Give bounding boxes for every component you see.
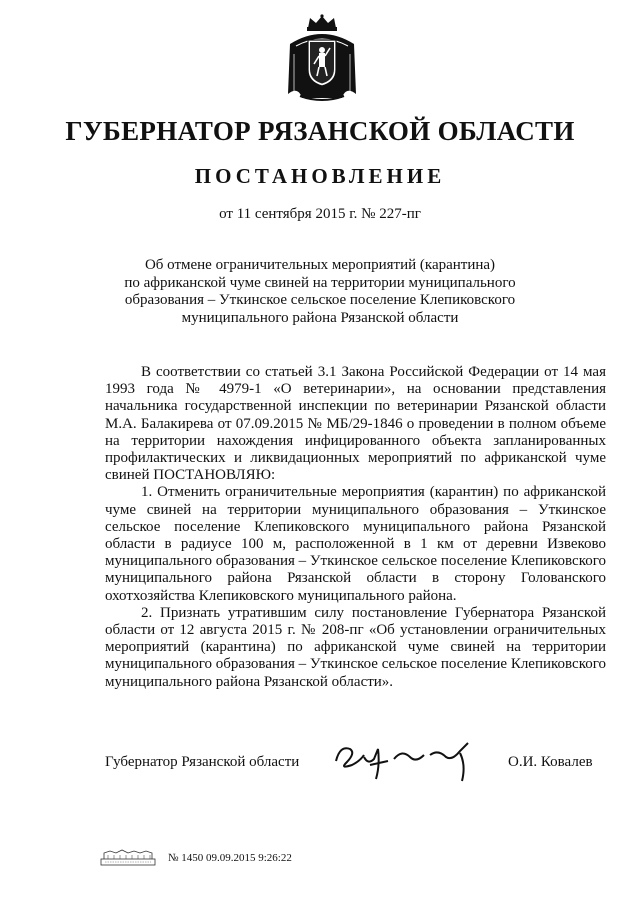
subject-line: муниципального района Рязанской области	[181, 309, 459, 326]
handwritten-signature-icon	[330, 735, 480, 783]
document-type: ПОСТАНОВЛЕНИЕ	[194, 164, 446, 188]
resolution-item-1: 1. Отменить ограничительные мероприятия (карантин) по африканской чуме свиней на территории муниципального образования – Уткинское сельское поселение Клепиковского муниципального района Рязанской области в радиусе 100 м, расположенной в 1 км от деревни Извеково муниципального образования – Уткинское сельское поселение Клепиковского муниципального района Рязанской области в сторону Голованского охотхозяйства Клепиковского муниципального района.	[105, 484, 607, 604]
signer-position: Губернатор Рязанской области	[105, 754, 300, 770]
subject-line: по африканской чуме свиней на территории муниципального	[124, 274, 516, 291]
document-date-number: от 11 сентября 2015 г. № 227-пг	[219, 206, 421, 222]
registration-number: № 1450 09.09.2015 9:26:22	[168, 852, 292, 864]
subject-line: образования – Уткинское сельское поселение Клепиковского	[124, 292, 516, 308]
subject-line: Об отмене ограничительных мероприятий (карантина)	[144, 257, 496, 273]
document-body	[105, 364, 606, 691]
governor-title: ГУБЕРНАТОР РЯЗАНСКОЙ ОБЛАСТИ	[65, 116, 575, 146]
registry-stamp-icon	[100, 849, 156, 867]
signer-name: О.И. Ковалев	[508, 754, 593, 770]
coat-of-arms-icon	[286, 14, 358, 104]
preamble-paragraph: В соответствии со статьей 3.1 Закона Российской Федерации от 14 мая 1993 года № 4979-1 «О ветеринарии», на основании представления начальника государственной инспекции по ветеринарии Рязанской области М.А. Балакирева от 07.09.2015 № МБ/29-1846 о проведении в полном объеме на территории нахождения инфицированного объекта запланированных профилактических и ликвидационных мероприятий по африканской чуме свиней ПОСТАНОВЛЯЮ:	[105, 364, 606, 484]
document-subject	[110, 257, 530, 327]
resolution-item-2: 2. Признать утратившим силу постановление Губернатора Рязанской области от 12 августа 2015 г. № 208-пг «Об установлении ограничительных мероприятий (карантина) по африканской чуме свиней на территории муниципального образования – Уткинское сельское поселение Клепиковского муниципального района Рязанской области».	[105, 604, 607, 690]
